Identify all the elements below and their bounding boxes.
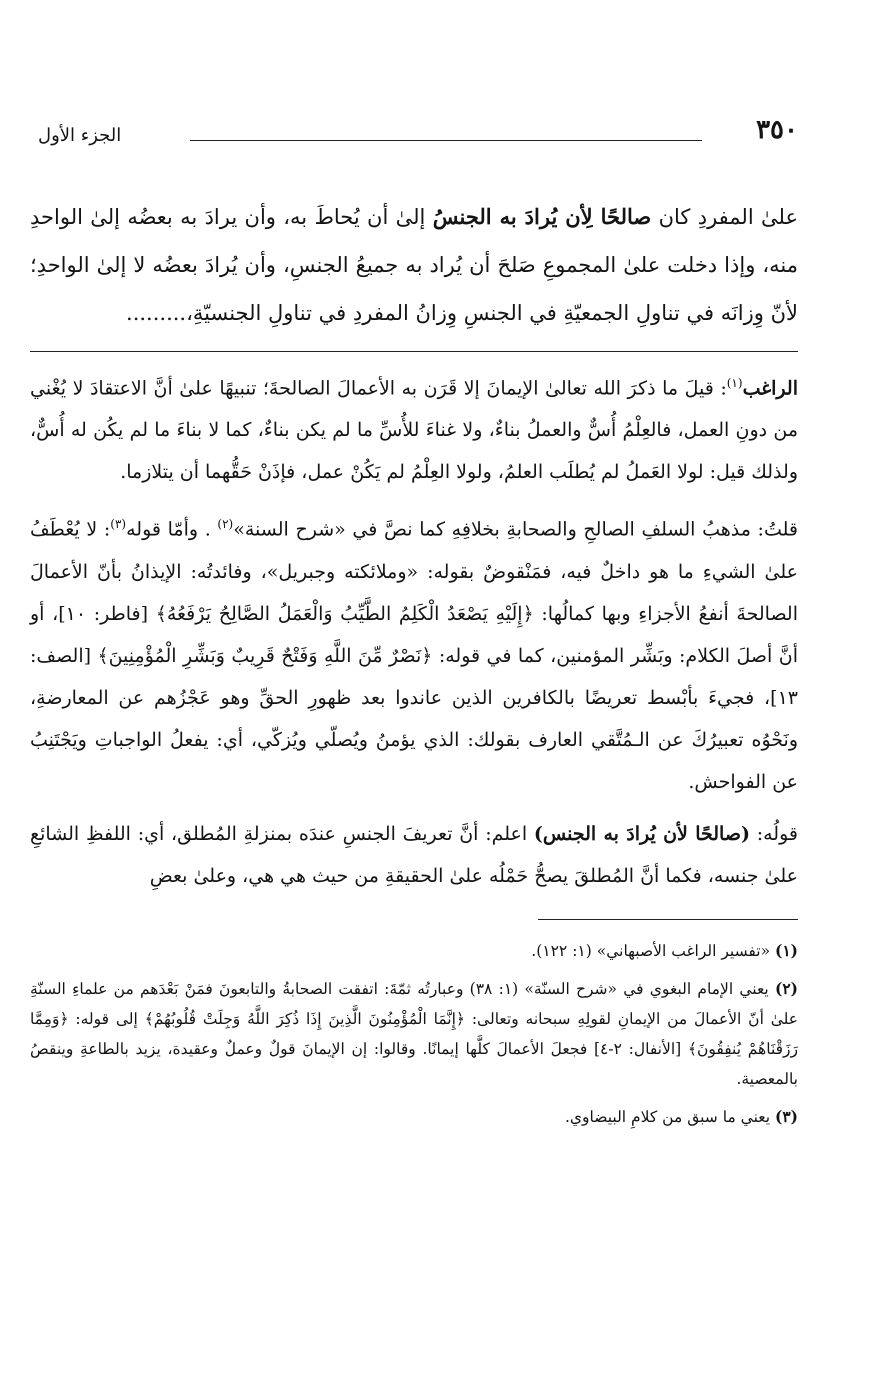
paragraph-text: . وأمّا قوله [126, 518, 218, 541]
footnote-1 [30, 936, 798, 966]
footnote-number: (٢) [774, 978, 798, 998]
footnote-ref[interactable]: (٢) [217, 517, 234, 532]
paragraph-text: اعلم: أنَّ تعريفَ الجنسِ عندَه بمنزلةِ المُطلق، أي: اللفظِ الشائعِ علىٰ جنسه، فكما أنَّ المُطلقَ يصحُّ حَمْلُه علىٰ الحقيقةِ من حيث هي هي، وعلىٰ بعضِ [30, 822, 798, 887]
commentary-paragraph-1 [30, 362, 798, 493]
footnotes [30, 936, 798, 1132]
commentary-paragraph-3 [30, 813, 798, 897]
book-page [30, 95, 798, 1140]
speaker-name: الراغب [742, 377, 798, 400]
header-rule [190, 140, 702, 141]
commentary [30, 362, 798, 897]
main-text-bold: صالحًا لِأن يُرادَ به الجنسُ [432, 204, 652, 229]
footnote-text: «تفسير الراغب الأصبهاني» (١: ١٢٢). [531, 941, 775, 960]
footnote-ref[interactable]: (١) [726, 376, 743, 390]
page-number: ٣٥٠ [756, 115, 798, 145]
footnote-3 [30, 1102, 798, 1132]
main-text [30, 193, 798, 337]
part-title: الجزء الأول [38, 125, 122, 146]
commentary-paragraph-2 [30, 503, 798, 802]
footnote-number: (١) [774, 940, 798, 960]
paragraph-text: قولُه: [749, 822, 798, 845]
footnote-ref[interactable]: (٣) [110, 517, 127, 532]
quoted-phrase: (صالحًا لأن يُرادَ به الجنس) [533, 822, 750, 845]
footnote-text: يعني ما سبق من كلامِ البيضاوي. [565, 1107, 775, 1126]
footnote-number: (٣) [774, 1106, 798, 1126]
footnote-2 [30, 974, 798, 1094]
footnote-rule [538, 919, 798, 920]
footnote-text: يعني الإمام البغوي في «شرح السنّة» (١: ٣٨) وعبارتُه ثمّةَ: اتفقت الصحابةُ والتابعونَ فمَنْ بَعْدَهم من علماءِ السنّةِ علىٰ أنّ الأعمالَ من الإيمانِ لقولِهِ سبحانه وتعالى: ﴿إِنَّمَا الْمُؤْمِنُونَ الَّذِينَ إِذَا ذُكِرَ اللَّهُ وَجِلَتْ قُلُوبُهُمْ﴾ إلى قوله: ﴿وَمِمَّا رَزَقْنَاهُمْ يُنفِقُونَ﴾ [الأنفال: ٢-٤] فجعلَ الأعمالَ كلَّها إيمانًا. وقالوا: إن الإيمانَ قولٌ وعملٌ وعقيدة، يزيد بالطاعةِ وينقصُ بالمعصية. [30, 979, 799, 1088]
paragraph-text: قلتُ: مذهبُ السلفِ الصالحِ والصحابةِ بخلافِهِ كما نصَّ في «شرح السنة» [233, 518, 798, 541]
matn-commentary-divider [30, 351, 798, 352]
main-text-segment: علىٰ المفردِ كان [651, 205, 798, 229]
paragraph-text: : قيلَ ما ذكرَ الله تعالىٰ الإيمانَ إلا قَرَن به الأعمالَ الصالحةَ؛ تنبيهًا علىٰ أنَّ الاعتقادَ لا يُغْني من دونِ العمل، فالعِلْمُ أُسٌّ والعملُ بناءٌ، ولا غناءَ للأُسِّ ما لم يكن بناءٌ، كما لا بناءَ ما لم يكُن له أُسٌّ، ولذلك قيل: لولا العَملُ لم يُطلَب العلمُ، ولولا العِلْمُ لم يَكُنْ عمل، فإذَنْ حَقُّهما أن يتلازما. [30, 377, 798, 484]
main-text-segment: إلىٰ أن يُحاطَ به، وأن يرادَ به بعضُه إلىٰ الواحدِ منه، وإذا دخلت علىٰ المجموعِ صَلحَ أن يُراد به جميعُ الجنسِ، وأن يُرادَ بعضُه لا إلىٰ الواحدِ؛ لأنّ وِزانَه في تناولِ الجمعيّةِ في الجنسِ وِزانُ المفردِ في تناولِ الجنسيّةِ [30, 205, 798, 325]
dot-leader: ،......... [126, 301, 193, 325]
paragraph-text: : لا يُعْطَفُ علىٰ الشيءِ ما هو داخلٌ فيه، فمَنْقوضٌ بقوله: «وملائكته وجبريل»، وفائدتُه: الإيذانُ بأنّ الأعمالَ الصالحةَ أنفعُ الأجزاءِ وبها كمالُها: ﴿إِلَيْهِ يَصْعَدُ الْكَلِمُ الطَّيِّبُ وَالْعَمَلُ الصَّالِحُ يَرْفَعُهُ﴾ [فاطر: ١٠]، أو أنَّ أصلَ الكلام: وبَشِّر المؤمنين، كما في قوله: ﴿نَصْرٌ مِّنَ اللَّهِ وَفَتْحٌ قَرِيبٌ وَبَشِّرِ الْمُؤْمِنِينَ﴾ [الصف: ١٣]، فجيءَ بأبْسط تعريضًا بالكافرين الذين عاندوا بعد ظهورِ الحقِّ وهو عَجْزُهم عن المعارضةِ، ونَحْوُه تعبيرُكَ عن الـمُتَّقي العارف بقولك: الذي يؤمنُ ويُصلّي ويُزكّي، أي: يفعلُ الواجباتِ ويَجْتَنِبُ عن الفواحش. [30, 518, 798, 793]
page-header [30, 95, 798, 146]
